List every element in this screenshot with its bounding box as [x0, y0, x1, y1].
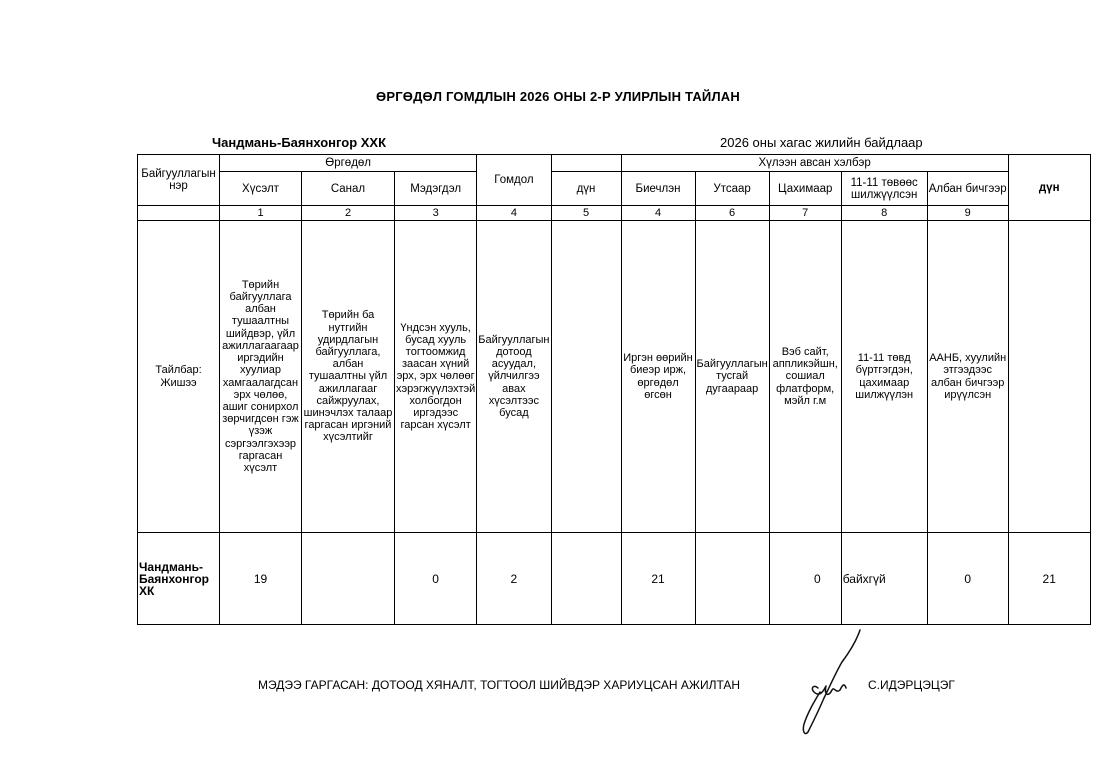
explanation-cell: Иргэн өөрийн биеэр ирж, өргөдөл өгсөн	[621, 221, 695, 533]
explanation-cell: Байгууллагын тусгай дугаараар	[695, 221, 769, 533]
subtotal-header: дүн	[551, 172, 621, 206]
data-cell: 2	[477, 533, 551, 625]
data-cell	[302, 533, 395, 625]
report-period: 2026 оны хагас жилийн байдлаар	[720, 135, 923, 150]
data-cell	[695, 533, 769, 625]
column-number: 2	[302, 206, 395, 221]
header-notice: Мэдэгдэл	[395, 172, 477, 206]
data-cell: 21	[1008, 533, 1090, 625]
explanation-cell: Төрийн байгууллага албан тушаалтны шийдвэр, үйл ажиллагаагаар иргэдийн хуулиар хамгаалагдсан эрх чөлөө, ашиг сонирхол зөрчигдсөн гэж үзэж сэргээлгэхээр гаргасан хүсэлт	[220, 221, 302, 533]
data-cell: 0	[927, 533, 1008, 625]
organization-name: Чандмань-Баянхонгор ХХК	[212, 135, 387, 150]
header-by-phone: Утсаар	[695, 172, 769, 206]
header-suggestion: Санал	[302, 172, 395, 206]
data-cell	[551, 533, 621, 625]
header-in-person: Биечлэн	[621, 172, 695, 206]
column-number: 1	[220, 206, 302, 221]
data-cell: 19	[220, 533, 302, 625]
column-number: 7	[769, 206, 841, 221]
number-cell-empty	[138, 206, 220, 221]
data-cell: 0	[395, 533, 477, 625]
report-title: ӨРГӨДӨЛ ГОМДЛЫН 2026 ОНЫ 2-Р УЛИРЛЫН ТАЙЛАН	[376, 89, 740, 104]
handwritten-signature	[790, 628, 870, 738]
header-online: Цахимаар	[769, 172, 841, 206]
grand-total-header: дүн	[1008, 155, 1090, 221]
org-name-header: Байгууллагын нэр	[138, 155, 220, 206]
explanation-cell	[1008, 221, 1090, 533]
data-cell: байхгүй	[841, 533, 927, 625]
column-number: 4	[621, 206, 695, 221]
data-row-label: Чандмань-Баянхонгор ХК	[138, 533, 220, 625]
column-number: 9	[927, 206, 1008, 221]
signer-name: С.ИДЭРЦЭЦЭГ	[868, 678, 955, 692]
explanation-cell: Вэб сайт, аппликэйшн, сошиал флатформ, мэйл г.м	[769, 221, 841, 533]
reception-header: Хүлээн авсан хэлбэр	[621, 155, 1008, 172]
subtotal-header-top	[551, 155, 621, 172]
explanation-cell: Байгууллагын дотоод асуудал, үйлчилгээ авах хүсэлтээс бусад	[477, 221, 551, 533]
column-number: 3	[395, 206, 477, 221]
column-number: 5	[551, 206, 621, 221]
explanation-cell: Үндсэн хууль, бусад хууль тогтоомжид заасан хүний эрх, эрх чөлөөг хэрэгжүүлэхтэй холбогдон иргэдээс гарсан хүсэлт	[395, 221, 477, 533]
header-request: Хүсэлт	[220, 172, 302, 206]
explanation-cell: 11-11 төвд бүртгэгдэн, цахимаар шилжүүлэн	[841, 221, 927, 533]
petition-header: Өргөдөл	[220, 155, 477, 172]
report-table	[137, 154, 1091, 625]
data-cell: 21	[621, 533, 695, 625]
data-cell: 0	[769, 533, 841, 625]
header-official-letter: Албан бичгээр	[927, 172, 1008, 206]
explanation-cell	[551, 221, 621, 533]
explanation-cell: ААНБ, хуулийн этгээдээс албан бичгээр ирүүлсэн	[927, 221, 1008, 533]
prepared-by-line: МЭДЭЭ ГАРГАСАН: ДОТООД ХЯНАЛТ, ТОГТООЛ ШИЙВДЭР ХАРИУЦСАН АЖИЛТАН	[258, 678, 741, 692]
column-number: 6	[695, 206, 769, 221]
column-number: 8	[841, 206, 927, 221]
column-number: 4	[477, 206, 551, 221]
explanation-cell: Төрийн ба нутгийн удирдлагын байгууллага, албан тушаалтны үйл ажиллагааг сайжруулах, шинэчлэх талаар гаргасан иргэний хүсэлтийг	[302, 221, 395, 533]
complaint-header: Гомдол	[477, 155, 551, 206]
explanation-label: Тайлбар: Жишээ	[138, 221, 220, 533]
header-1111-center: 11-11 төвөөс шилжүүлсэн	[841, 172, 927, 206]
